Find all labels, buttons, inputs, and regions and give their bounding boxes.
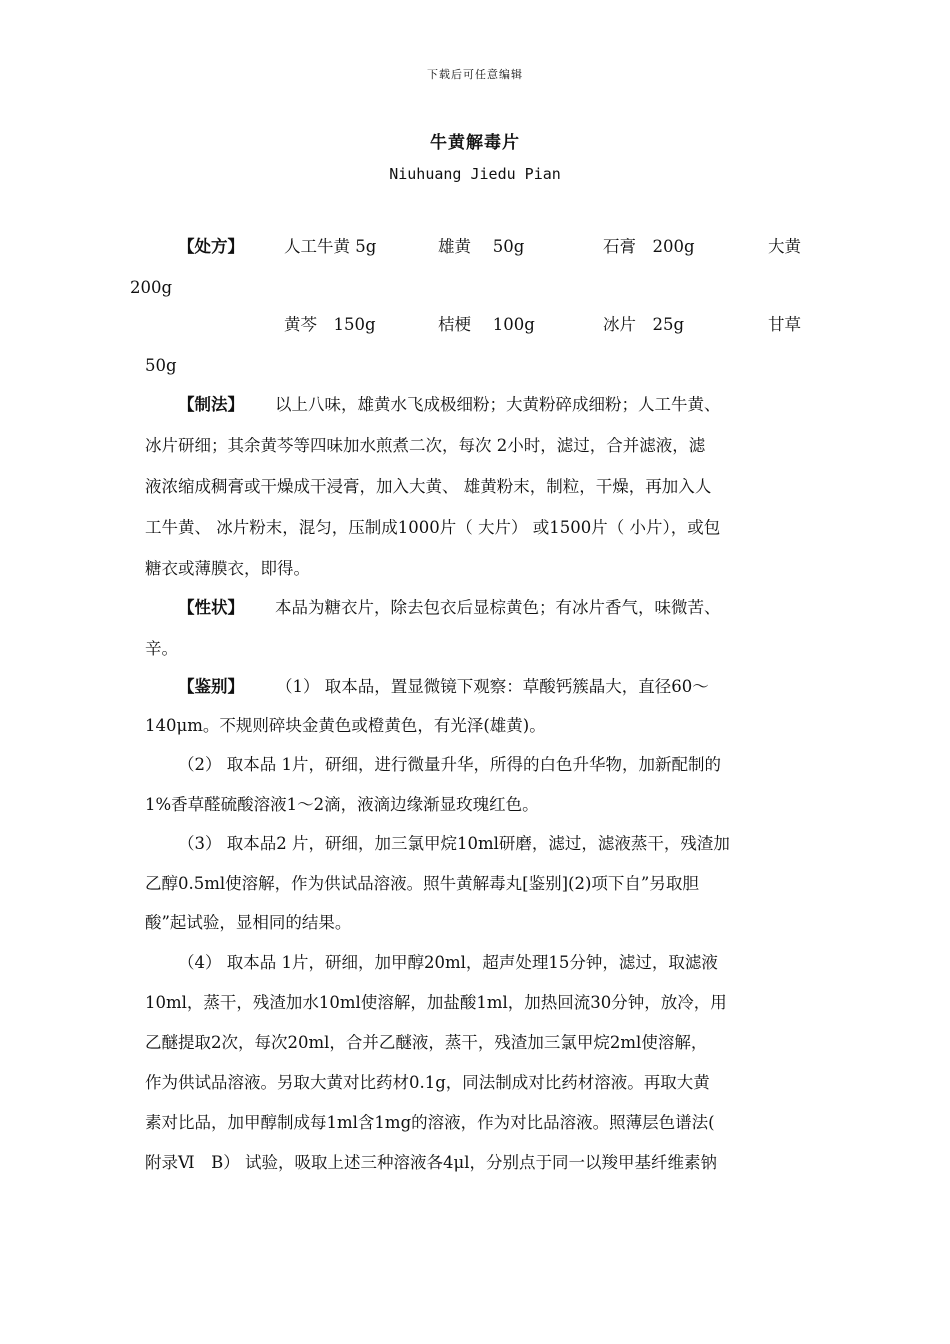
document-title: 牛黄解毒片 — [430, 133, 520, 153]
method-line: 糖衣或薄膜衣，即得。 — [145, 559, 310, 578]
identification-line: 140μm。不规则碎块金黄色或橙黄色，有光泽(雄黄)。 — [145, 716, 546, 735]
identification-line: 酸”起试验，显相同的结果。 — [145, 913, 352, 932]
document-subtitle-pinyin: Niuhuang Jiedu Pian — [389, 165, 561, 183]
identification-line: （3） 取本品2 片，研细，加三氯甲烷10ml研磨，滤过，滤液蒸干，残渣加 — [178, 834, 730, 853]
properties-line: 本品为糖衣片，除去包衣后显棕黄色；有冰片香气，味微苦、 — [275, 598, 721, 617]
identification-line: （1） 取本品，置显微镜下观察：草酸钙簇晶大，直径60～ — [276, 677, 709, 696]
recipe-item: 黄芩 150g — [284, 315, 376, 334]
recipe-item: 50g — [145, 356, 177, 375]
recipe-item: 200g — [130, 278, 173, 297]
properties-line: 辛。 — [145, 639, 178, 658]
identification-line: （2） 取本品 1片，研细，进行微量升华，所得的白色升华物，加新配制的 — [178, 755, 721, 774]
identification-line: 乙醚提取2次，每次20ml，合并乙醚液，蒸干，残渣加三氯甲烷2ml使溶解， — [145, 1033, 708, 1052]
identification-line: 乙醇0.5ml使溶解，作为供试品溶液。照牛黄解毒丸[鉴别](2)项下自”另取胆 — [145, 874, 699, 893]
method-line: 以上八味，雄黄水飞成极细粉；大黄粉碎成细粉；人工牛黄、 — [275, 395, 721, 414]
properties-label: 【性状】 — [178, 598, 244, 617]
identification-line: 素对比品，加甲醇制成每1ml含1mg的溶液，作为对比品溶液。照薄层色谱法( — [145, 1113, 715, 1132]
method-line: 液浓缩成稠膏或干燥成干浸膏，加入大黄、 雄黄粉末，制粒，干燥，再加入人 — [145, 477, 712, 496]
page-header: 下载后可任意编辑 — [427, 68, 523, 81]
recipe-item: 桔梗 100g — [438, 315, 535, 334]
method-line: 工牛黄、 冰片粉末，混匀，压制成1000片（ 大片） 或1500片（ 小片），或包 — [145, 518, 721, 537]
identification-label: 【鉴别】 — [178, 677, 244, 696]
method-label: 【制法】 — [178, 395, 244, 414]
identification-line: 10ml，蒸干，残渣加水10ml使溶解，加盐酸1ml，加热回流30分钟，放冷，用 — [145, 993, 727, 1012]
recipe-item: 大黄 — [768, 237, 801, 256]
recipe-label: 【处方】 — [178, 237, 244, 256]
identification-line: 附录Ⅵ B） 试验，吸取上述三种溶液各4μl，分别点于同一以羧甲基纤维素钠 — [145, 1153, 717, 1172]
method-line: 冰片研细；其余黄芩等四味加水煎煮二次，每次 2小时，滤过，合并滤液，滤 — [145, 436, 706, 455]
identification-line: 1%香草醛硫酸溶液1～2滴，液滴边缘渐显玫瑰红色。 — [145, 795, 539, 814]
recipe-item: 人工牛黄 5g — [284, 237, 377, 256]
recipe-item: 雄黄 50g — [438, 237, 525, 256]
recipe-item: 石膏 200g — [603, 237, 695, 256]
recipe-item: 甘草 — [768, 315, 801, 334]
identification-line: 作为供试品溶液。另取大黄对比药材0.1g，同法制成对比药材溶液。再取大黄 — [145, 1073, 710, 1092]
identification-line: （4） 取本品 1片，研细，加甲醇20ml，超声处理15分钟，滤过，取滤液 — [178, 953, 718, 972]
recipe-item: 冰片 25g — [603, 315, 685, 334]
